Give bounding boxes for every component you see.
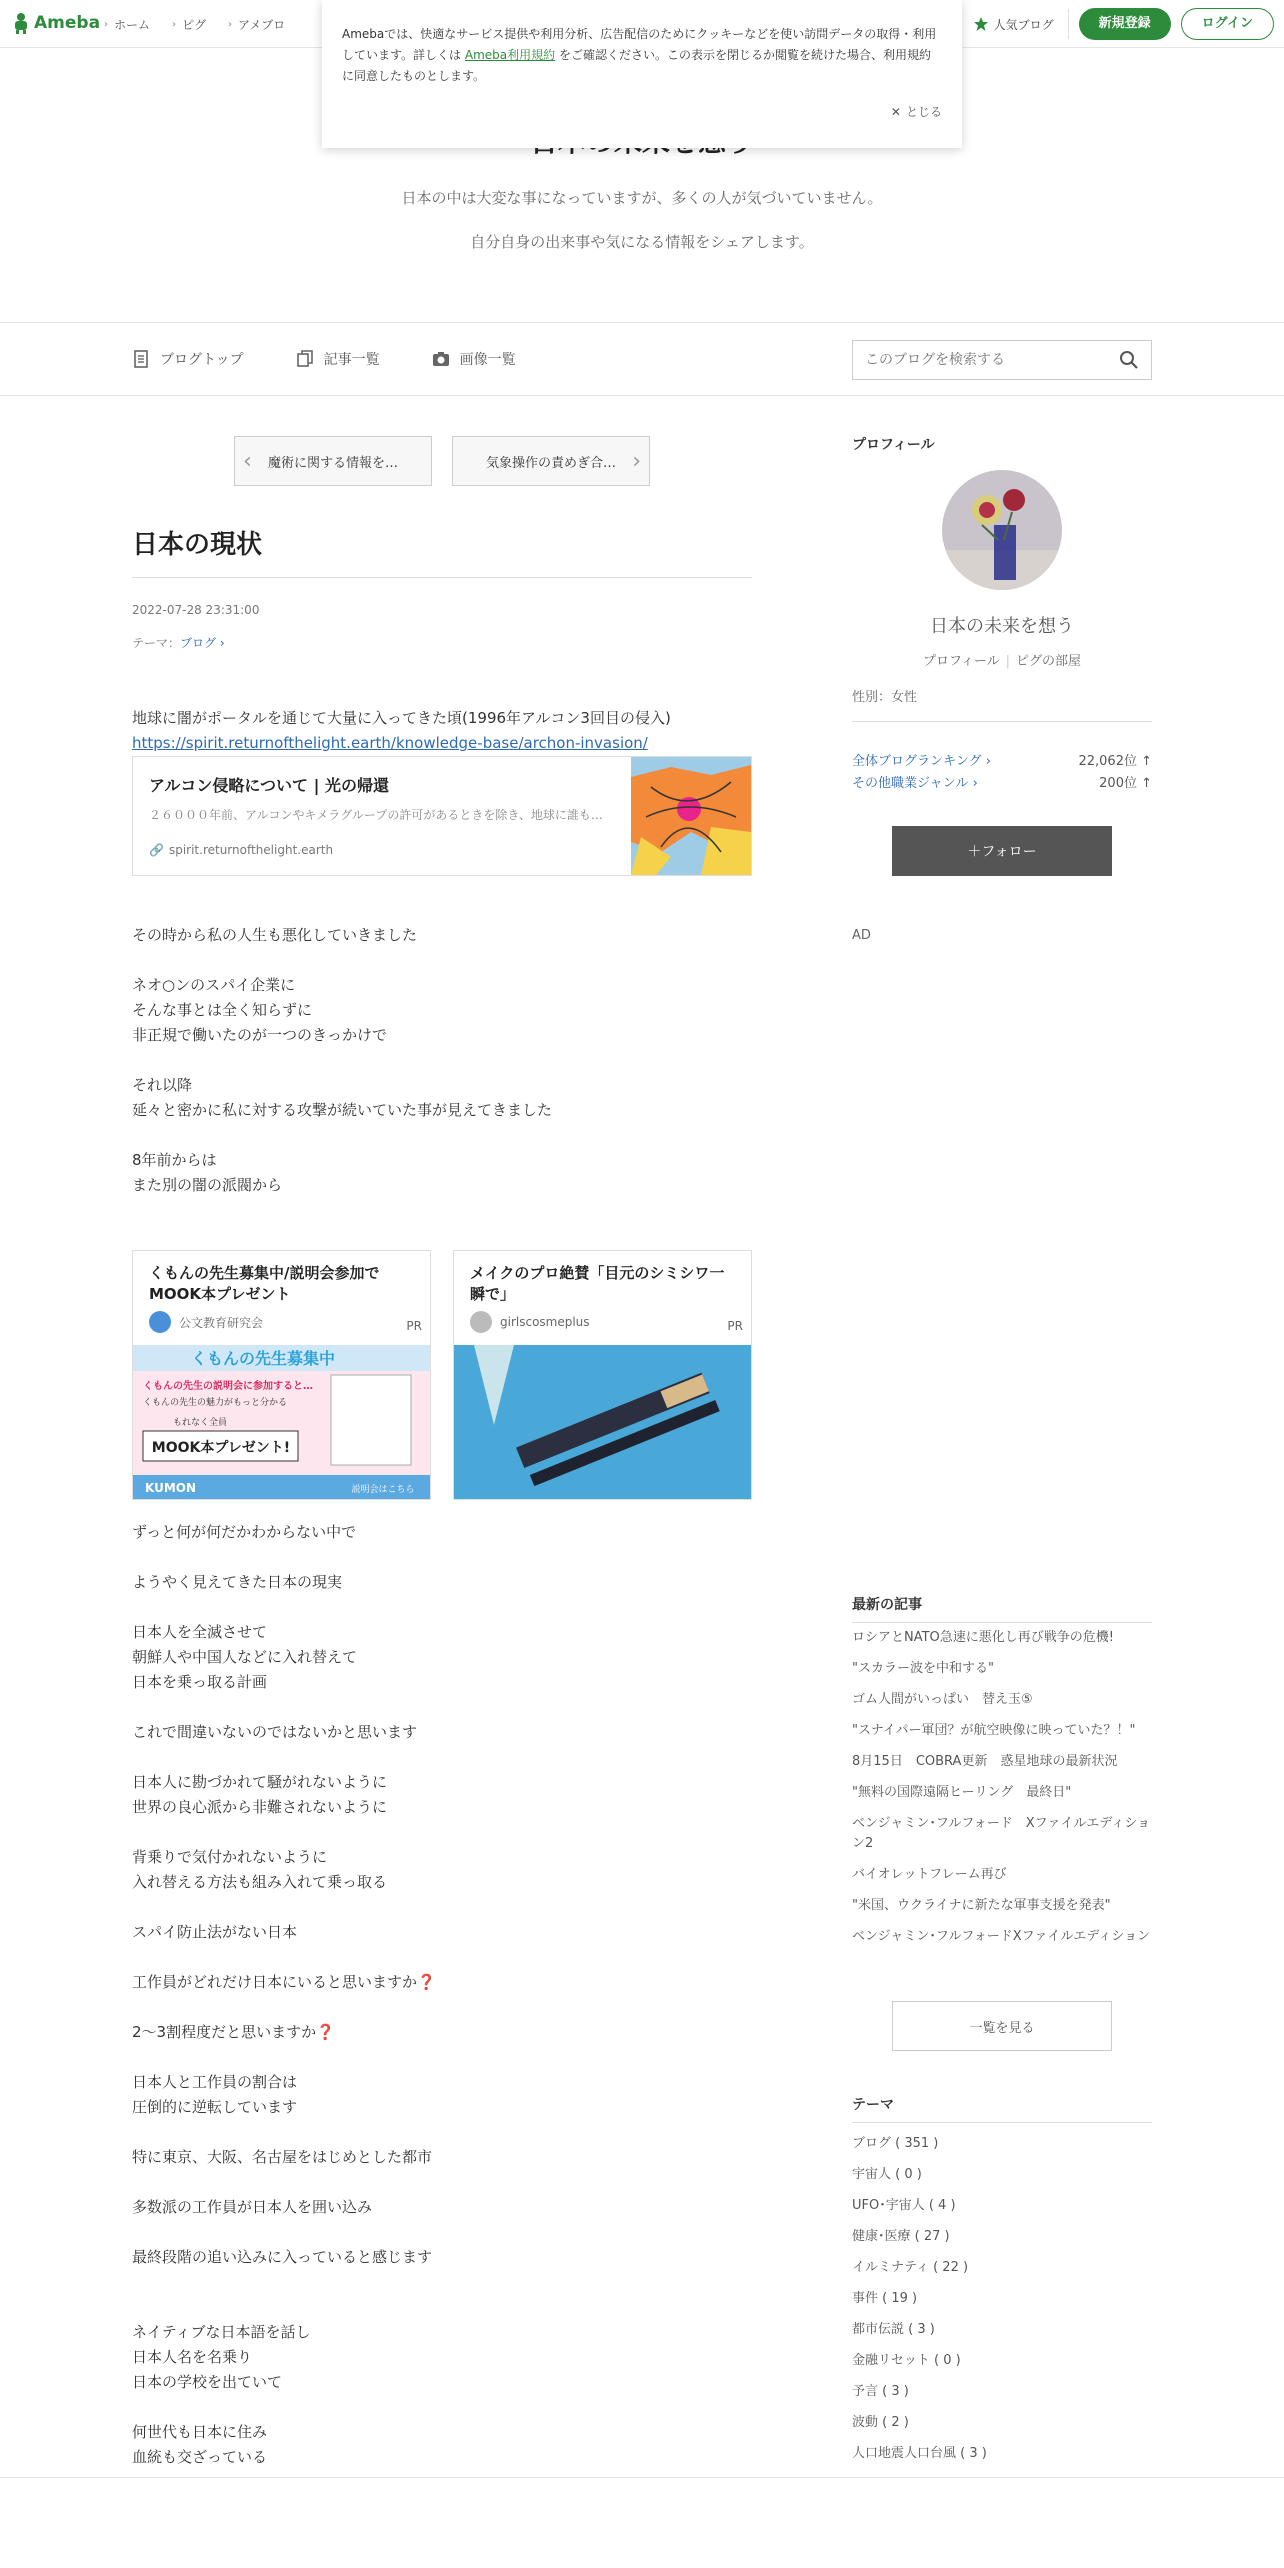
body-blank [132, 1123, 752, 1148]
article-list-label: 記事一覧 [323, 352, 380, 368]
theme-item[interactable]: 予言 ( 3 ) [852, 2384, 909, 2399]
nav-pig[interactable] [172, 16, 206, 33]
article-title[interactable]: 日本の現状 [132, 524, 752, 578]
sponsor-logo [149, 1311, 171, 1333]
sponsor-name: 公文教育研究会 [179, 1315, 264, 1330]
body-blank [132, 1995, 752, 2020]
body-blank [132, 2120, 752, 2145]
svg-text:くもんの先生の魅力がもっと分かる: くもんの先生の魅力がもっと分かる [143, 1398, 288, 1408]
blog-desc-line-2: 自分自身の出来事や気になる情報をシェアします。 [470, 233, 814, 251]
question-mark-icon: ❓ [316, 2023, 335, 2041]
body-line: 8年前からは [132, 1151, 217, 1169]
nav-home-label: ホーム [114, 18, 151, 32]
body-line: 圧倒的に逆転しています [132, 2098, 298, 2116]
link-icon: 🔗 [149, 843, 164, 857]
theme-item[interactable]: 人口地震人口台風 ( 3 ) [852, 2446, 987, 2461]
body-line: ネオ○ンのスパイ企業に [132, 976, 296, 994]
body-line: 工作員がどれだけ日本にいると思いますか [132, 1973, 418, 1991]
ranking-genre-label: その他職業ジャンル [852, 776, 969, 791]
ameba-mascot-icon [12, 12, 30, 34]
theme-item[interactable]: 金融リセット ( 0 ) [852, 2353, 961, 2368]
article-body-part-2 [132, 1520, 752, 2470]
ad-card-cosme[interactable] [453, 1250, 752, 1500]
ad-image-cosme [454, 1345, 751, 1499]
latest-article-item[interactable]: "無料の国際遠隔ヒーリング 最終日" [852, 1785, 1072, 1800]
theme-link[interactable]: ブログ [180, 636, 217, 650]
body-line: 日本人を全滅させて [132, 1623, 268, 1641]
question-mark-icon: ❓ [417, 1973, 436, 1991]
close-icon: ✕ [890, 105, 901, 119]
body-blank [132, 1945, 752, 1970]
body-blank [132, 1695, 752, 1720]
body-line: 非正規で働いたのが一つのきっかけで [132, 1026, 388, 1044]
login-button[interactable]: ログイン [1181, 8, 1274, 40]
article-intro [132, 706, 752, 756]
theme-item[interactable]: イルミナティ ( 22 ) [852, 2260, 969, 2275]
chevron-right-icon: › [632, 448, 641, 474]
profile-heading: プロフィール [852, 437, 935, 453]
popular-blog-label: 人気ブログ [993, 17, 1054, 32]
body-line [132, 948, 752, 973]
body-line: 日本人に勘づかれて騒がれないように [132, 1773, 388, 1791]
chevron-right-icon: › [104, 19, 108, 30]
body-line: 特に東京、大阪、名古屋をはじめとした都市 [132, 2148, 433, 2166]
ranking-genre [852, 772, 1152, 791]
body-line: 血統も交ざっている [132, 2448, 268, 2466]
card-title: アルコン侵略について | 光の帰還 [149, 776, 390, 795]
blog-subnav [0, 322, 1284, 396]
prev-article-button[interactable] [234, 436, 432, 486]
theme-item[interactable]: 宇宙人 ( 0 ) [852, 2167, 922, 2182]
sponsor-name: girlscosmeplus [500, 1315, 590, 1329]
body-line: 何世代も日本に住み [132, 2423, 268, 2441]
body-line: その時から私の人生も悪化していきました [132, 926, 418, 944]
body-blank [132, 1745, 752, 1770]
signup-button[interactable]: 新規登録 [1079, 8, 1171, 40]
themes-heading: テーマ [852, 2094, 1152, 2123]
ad-title: メイクのプロ絶賛「目元のシミシワ一瞬で」 [470, 1264, 725, 1303]
link-preview-card[interactable] [132, 756, 752, 876]
body-line: 多数派の工作員が日本人を囲い込み [132, 2198, 373, 2216]
profile-link[interactable]: プロフィール [922, 654, 1000, 669]
card-description: ２６０００年前、アルコンやキメラグループの許可があるときを除き、地球に誰も… [149, 808, 603, 822]
body-line: 日本の学校を出ていて [132, 2373, 283, 2391]
cookie-close-label: とじる [905, 105, 942, 119]
profile-gender: 性別：女性 [852, 686, 1152, 722]
cookie-text-1: Amebaでは、快適なサービス提供や利用分析、広告配信のためにクッキーなどを使い訪問データの取得・利用しています。詳しくは [342, 27, 937, 62]
profile-links [852, 650, 1152, 669]
body-line: 最終段階の追い込みに入っていると感じます [132, 2248, 433, 2266]
body-blank [132, 1895, 752, 1920]
next-article-label: 気象操作の責めぎ合… [485, 455, 616, 471]
next-article-button[interactable] [452, 436, 650, 486]
ranking-overall-link[interactable] [852, 750, 991, 769]
body-line: それ以降 [132, 1076, 193, 1094]
body-blank [132, 2220, 752, 2245]
article-date: 2022-07-28 23:31:00 [132, 603, 260, 617]
ad-card-kumon[interactable] [132, 1250, 431, 1500]
blog-description [0, 176, 1284, 264]
article-pager [234, 436, 650, 486]
chevron-right-icon: › [216, 636, 225, 650]
profile-avatar[interactable] [942, 470, 1062, 590]
nav-pig-label: ピグ [182, 18, 207, 32]
chevron-right-icon: › [172, 19, 177, 30]
svg-text:くもんの先生の説明会に参加すると…: くもんの先生の説明会に参加すると… [143, 1381, 313, 1392]
ad-sponsor [454, 1307, 751, 1337]
chevron-right-icon: › [972, 776, 978, 791]
svg-text:MOOK本プレゼント!: MOOK本プレゼント! [151, 1440, 291, 1456]
header-actions [973, 8, 1274, 40]
body-line: 世界の良心派から非難されないように [132, 1798, 388, 1816]
profile-name[interactable]: 日本の未来を想う [930, 616, 1074, 637]
popular-blog-link[interactable] [973, 9, 1069, 39]
latest-article-item[interactable]: ベンジャミン･フルフォード Xファイルエディション2 [852, 1816, 1151, 1851]
body-line: スパイ防止法がない日本 [132, 1923, 298, 1941]
body-blank [132, 2395, 752, 2420]
body-line: 日本人と工作員の割合は [132, 2073, 298, 2091]
latest-articles-list [852, 1628, 1152, 1958]
latest-article-item[interactable]: ロシアとNATO急速に悪化し再び戦争の危機! [852, 1630, 1114, 1645]
body-blank [132, 2270, 752, 2295]
article-list-link[interactable] [296, 349, 380, 369]
themes-list [852, 2128, 987, 2469]
card-thumbnail-map [631, 757, 751, 875]
blog-desc-line-1: 日本の中は大変な事になっていますが、多くの人が気づいていません。 [401, 189, 883, 207]
article-theme [132, 634, 225, 651]
ad-title: くもんの先生募集中/説明会参加でMOOK本プレゼント [149, 1264, 380, 1303]
latest-article-item[interactable]: "スナイパー軍団？が航空映像に映っていた？！" [852, 1723, 1136, 1738]
body-blank [132, 2170, 752, 2195]
blog-top-label: ブログトップ [160, 352, 244, 368]
card-site [149, 843, 333, 857]
pr-label: PR [727, 1319, 743, 1333]
source-url-link[interactable]: https://spirit.returnofthelight.earth/knowledge-base/archon-invasion/ [132, 734, 648, 752]
intro-text: 地球に闇がポータルを通じて大量に入ってきた頃(1996年アルコン3回目の侵入) [132, 709, 671, 727]
latest-article-item[interactable]: "米国、ウクライナに新たな軍事支援を発表" [852, 1898, 1111, 1913]
body-line: 日本人名を名乗り [132, 2348, 253, 2366]
body-line: 朝鮮人や中国人などに入れ替えて [132, 1648, 358, 1666]
divider: | [1005, 654, 1011, 669]
article-body-part-1 [132, 923, 752, 1198]
latest-article-item[interactable]: バイオレットフレーム再び [852, 1867, 1007, 1882]
theme-item[interactable]: UFO･宇宙人 ( 4 ) [852, 2198, 956, 2213]
latest-articles-heading: 最新の記事 [852, 1594, 1152, 1623]
body-line: 2～3割程度だと思いますか [132, 2023, 317, 2041]
latest-article-item[interactable]: ベンジャミン･フルフォードXファイルエディション [852, 1929, 1151, 1944]
body-line-with-emoji [132, 2020, 752, 2045]
logo-text: Ameba [34, 13, 101, 33]
svg-text:くもんの先生募集中: くもんの先生募集中 [190, 1349, 336, 1368]
body-blank [132, 1595, 752, 1620]
card-site-label: spirit.returnofthelight.earth [168, 843, 334, 857]
body-line: また別の闇の派閥から [132, 1176, 283, 1194]
pr-label: PR [406, 1319, 422, 1333]
svg-text:もれなく全員: もれなく全員 [173, 1418, 228, 1428]
body-line: ずっと何が何だかわからない中で [132, 1523, 357, 1541]
theme-item[interactable]: 波動 ( 2 ) [852, 2415, 909, 2430]
terms-link[interactable]: Ameba利用規約 [464, 48, 556, 62]
nav-ameblo-label: アメブロ [238, 18, 286, 32]
footer-divider [0, 2477, 1284, 2478]
chevron-left-icon: ‹ [243, 448, 252, 474]
blog-top-link[interactable] [132, 349, 244, 369]
chevron-right-icon: › [228, 19, 233, 30]
theme-item[interactable]: ブログ ( 351 ) [852, 2136, 939, 2151]
theme-item[interactable]: 事件 ( 19 ) [852, 2291, 918, 2306]
body-line: 延々と密かに私に対する攻撃が続いていた事が見えてきました [132, 1101, 553, 1119]
body-blank [132, 2295, 752, 2320]
theme-label: テーマ： [132, 636, 181, 650]
chevron-right-icon: › [985, 754, 991, 769]
body-blank [132, 1048, 752, 1073]
nav-ameblo[interactable] [228, 16, 285, 33]
camera-icon [432, 350, 450, 368]
search-icon[interactable] [1119, 350, 1139, 370]
latest-article-item[interactable]: ゴム人間がいっぱい 替え玉⑤ [852, 1692, 1033, 1707]
blog-search-box [852, 340, 1152, 380]
global-nav [104, 16, 285, 33]
ad-label: AD [852, 928, 871, 943]
body-line: ようやく見えてきた日本の現実 [132, 1573, 343, 1591]
ameba-logo[interactable] [12, 12, 100, 34]
latest-article-item[interactable]: 8月15日 COBRA更新 惑星地球の最新状況 [852, 1754, 1118, 1769]
cookie-consent-banner [322, 0, 962, 148]
prev-article-label: 魔術に関する情報を… [267, 455, 398, 471]
image-list-label: 画像一覧 [459, 352, 516, 368]
follow-button[interactable]: ＋フォロー [892, 826, 1112, 876]
sponsor-logo [470, 1311, 492, 1333]
body-line: そんな事とは全く知らずに [132, 1001, 313, 1019]
svg-text:説明会はこちら: 説明会はこちら [351, 1485, 415, 1495]
copy-icon [296, 350, 314, 368]
theme-item[interactable]: 健康･医療 ( 27 ) [852, 2229, 950, 2244]
body-line: これで間違いないのではないかと思います [132, 1723, 418, 1741]
body-line: 日本を乗っ取る計画 [132, 1673, 268, 1691]
cookie-text-2: をご確認ください。この表示を閉じるか閲覧を続けた場合、利用規約に同意したものとします。 [342, 48, 931, 83]
ad-image-kumon [133, 1345, 430, 1499]
body-line: 入れ替える方法も組み入れて乗っ取る [132, 1873, 388, 1891]
ranking-overall [852, 750, 1152, 769]
ranking-genre-link[interactable] [852, 772, 978, 791]
ranking-genre-value: 200位 ↑ [1099, 776, 1152, 791]
body-blank [132, 2045, 752, 2070]
inline-ads [132, 1250, 752, 1500]
body-blank [132, 1820, 752, 1845]
see-all-articles-button[interactable]: 一覧を見る [892, 2001, 1112, 2051]
body-blank [132, 1545, 752, 1570]
image-list-link[interactable] [432, 349, 516, 369]
cookie-close-button[interactable] [891, 102, 942, 123]
ad-sponsor [133, 1307, 430, 1337]
latest-article-item[interactable]: "スカラー波を中和する" [852, 1661, 994, 1676]
body-line: ネイティブな日本語を話し [132, 2323, 311, 2341]
ranking-overall-label: 全体ブログランキング [852, 754, 982, 769]
blog-search-input[interactable] [865, 352, 1119, 368]
body-line: 背乗りで気付かれないように [132, 1848, 328, 1866]
theme-item[interactable]: 都市伝説 ( 3 ) [852, 2322, 935, 2337]
document-icon [132, 350, 150, 368]
body-line-with-emoji [132, 1970, 752, 1995]
pig-room-link[interactable]: ピグの部屋 [1016, 654, 1082, 669]
svg-text:KUMON: KUMON [145, 1481, 197, 1495]
nav-home[interactable] [104, 16, 150, 33]
star-icon [973, 16, 989, 32]
ranking-overall-value: 22,062位 ↑ [1078, 754, 1152, 769]
